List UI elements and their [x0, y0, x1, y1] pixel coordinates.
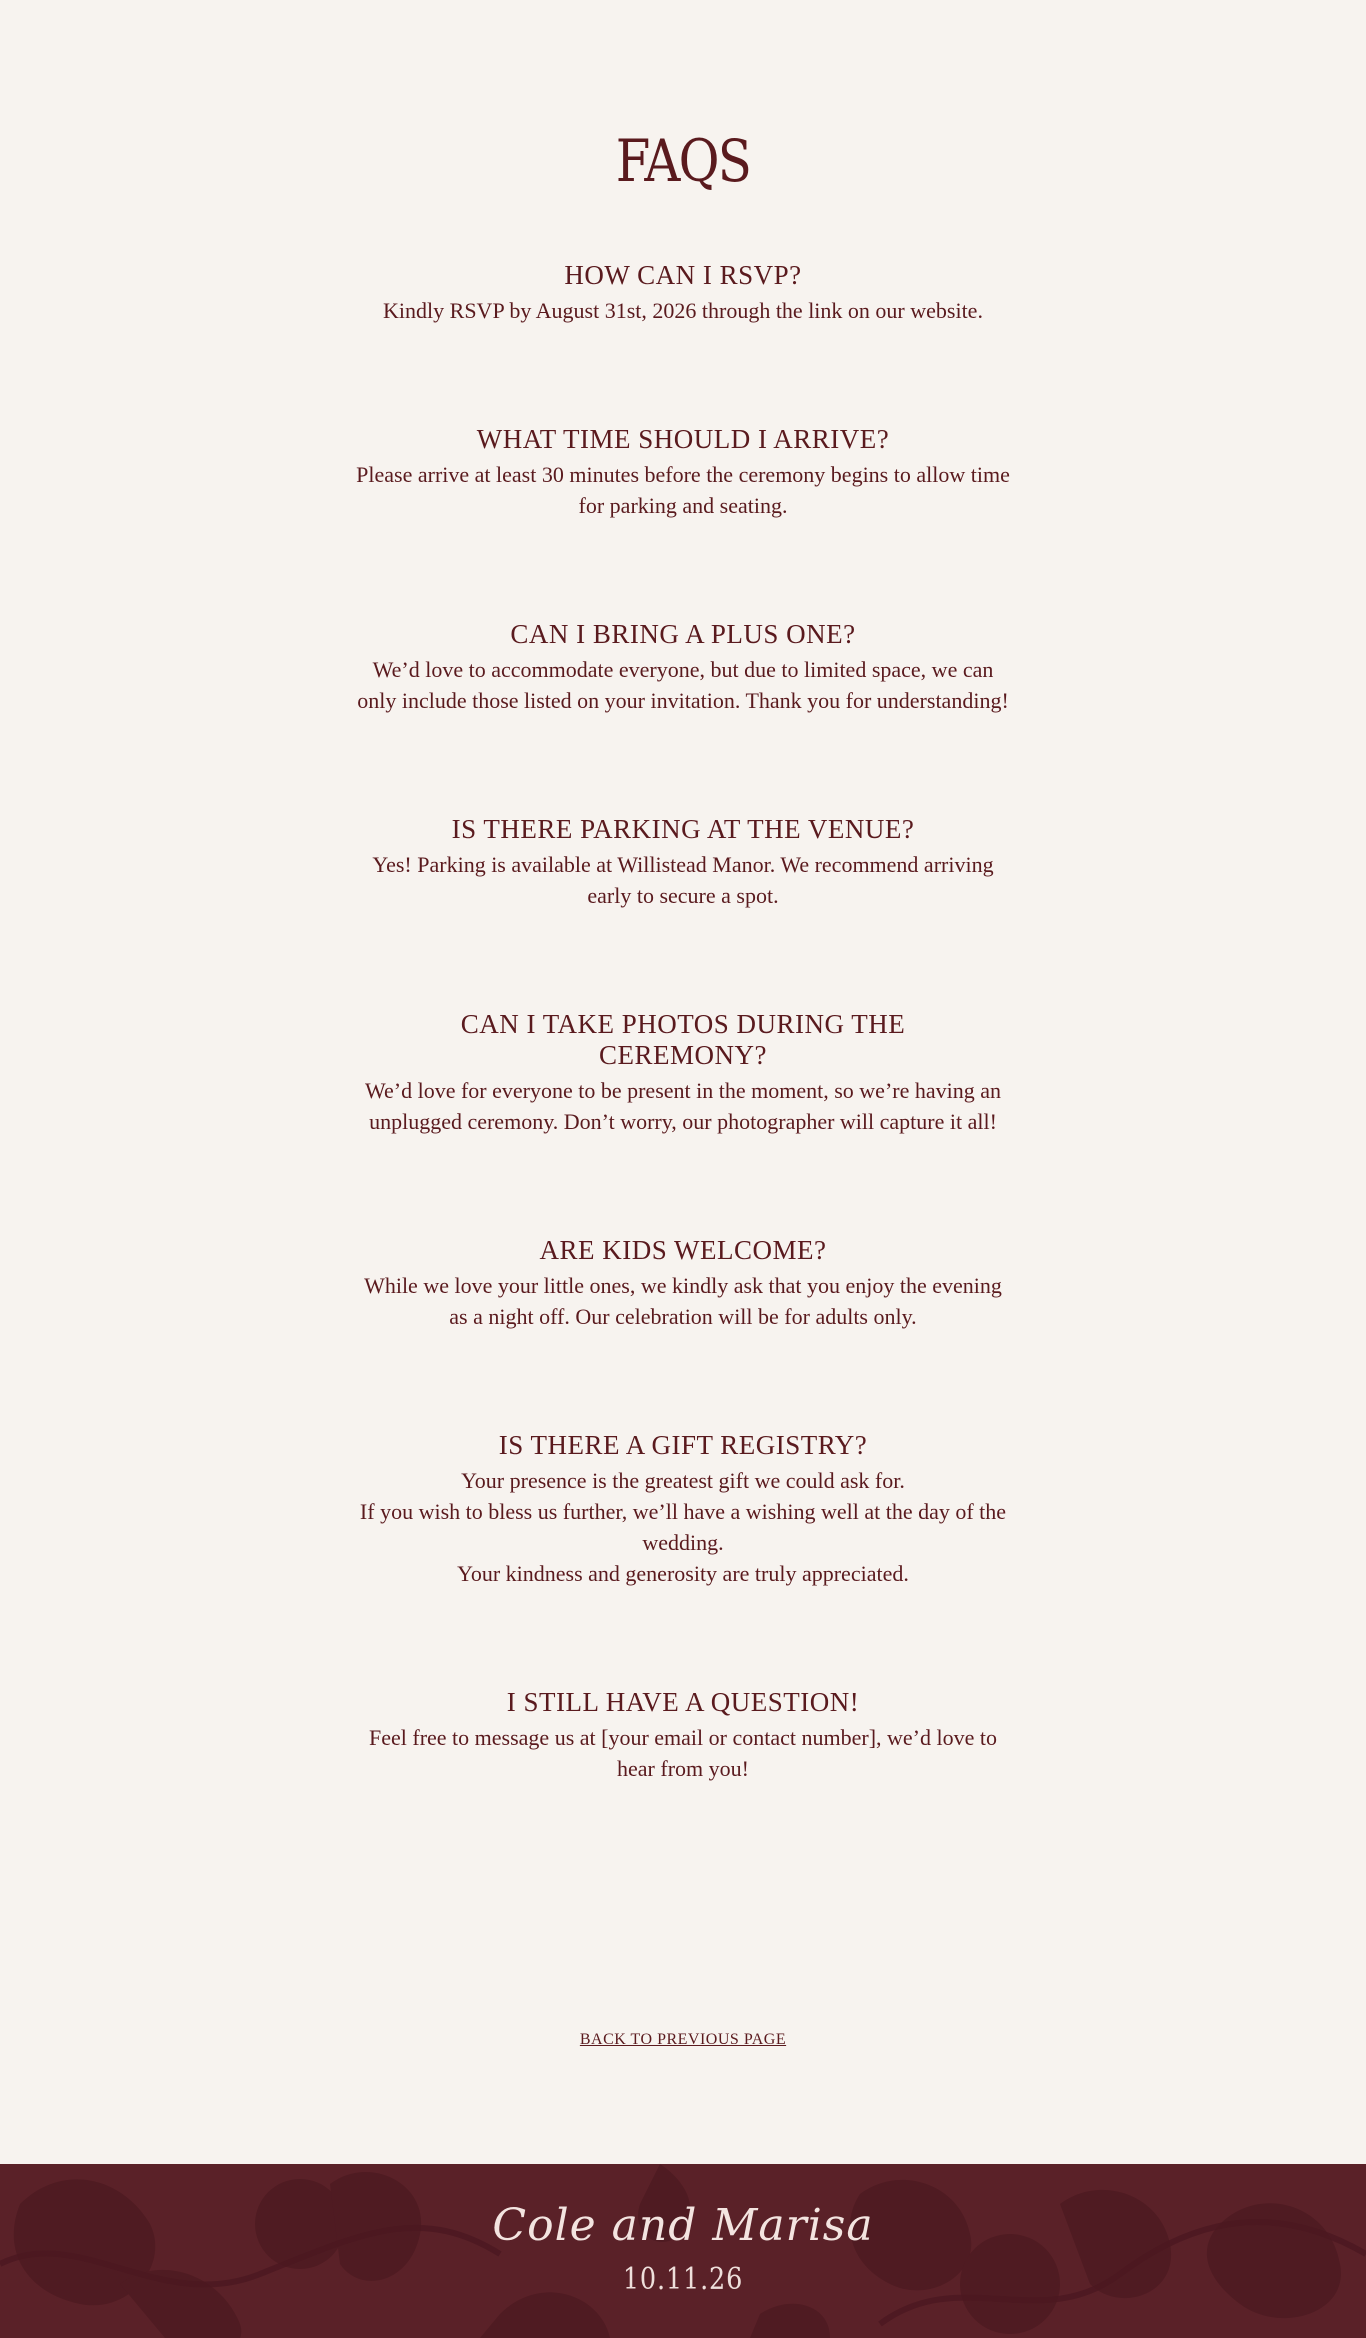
- faq-answer-line: Please arrive at least 30 minutes before the ceremony begins to allow time for parking and seating.: [356, 462, 1010, 518]
- faq-answer-line: While we love your little ones, we kindly ask that you enjoy the evening as a night off. Our celebration will be for adults only.: [364, 1273, 1002, 1329]
- faq-question: HOW CAN I RSVP?: [564, 260, 802, 290]
- back-to-previous-page-link[interactable]: BACK TO PREVIOUS PAGE: [579, 2031, 787, 2048]
- faq-answer-line: We’d love to accommodate everyone, but due to limited space, we can only include those listed on your invitation. Thank you for understanding!: [357, 657, 1009, 713]
- faq-item-question: [343, 1687, 1023, 1784]
- faq-answer: [343, 1270, 1023, 1332]
- wedding-date: 10.11.26: [622, 2262, 744, 2297]
- faq-answer: [343, 1722, 1023, 1784]
- faq-answer: [343, 654, 1023, 716]
- faq-question: IS THERE A GIFT REGISTRY?: [498, 1430, 868, 1460]
- faq-answer-line: Kindly RSVP by August 31st, 2026 through the link on our website.: [383, 298, 983, 323]
- faq-answer: [343, 1075, 1023, 1137]
- faq-answer-line: Feel free to message us at [your email or contact number], we’d love to hear from you!: [369, 1725, 997, 1781]
- faq-question: IS THERE PARKING AT THE VENUE?: [451, 814, 915, 844]
- faq-answer-line: Your presence is the greatest gift we could ask for.: [461, 1468, 905, 1493]
- faq-answer-line: If you wish to bless us further, we’ll have a wishing well at the day of the wedding.: [359, 1499, 1007, 1555]
- faq-answer: [343, 849, 1023, 911]
- faq-question: CAN I TAKE PHOTOS DURING THE CEREMONY?: [460, 1009, 906, 1070]
- faq-item-gift-registry: [343, 1430, 1023, 1589]
- faq-question: CAN I BRING A PLUS ONE?: [510, 619, 856, 649]
- damask-floral-pattern: [0, 2164, 1366, 2338]
- faq-answer: [343, 295, 1023, 326]
- faq-item-photos: [343, 1009, 1023, 1137]
- back-link-container: [0, 2031, 1366, 2049]
- faq-list: [343, 260, 1023, 1882]
- faq-item-plus-one: [343, 619, 1023, 716]
- faq-answer-line: Yes! Parking is available at Willistead Manor. We recommend arriving early to secure a spot.: [372, 852, 994, 908]
- couple-names: Cole and Marisa: [492, 2200, 874, 2251]
- faq-question: WHAT TIME SHOULD I ARRIVE?: [476, 424, 890, 454]
- faq-item-parking: [343, 814, 1023, 911]
- faq-item-rsvp: [343, 260, 1023, 326]
- faq-question: ARE KIDS WELCOME?: [539, 1235, 827, 1265]
- faq-item-kids: [343, 1235, 1023, 1332]
- footer: [0, 2164, 1366, 2338]
- faq-item-arrival-time: [343, 424, 1023, 521]
- faq-answer-line: We’d love for everyone to be present in the moment, so we’re having an unplugged ceremony. Don’t worry, our photographer will capture it all!: [364, 1078, 1001, 1134]
- faq-answer: [343, 1465, 1023, 1589]
- faq-answer: [343, 459, 1023, 521]
- faq-answer-line: Your kindness and generosity are truly appreciated.: [457, 1561, 909, 1586]
- page-title: FAQS: [615, 126, 751, 195]
- faq-question: I STILL HAVE A QUESTION!: [506, 1687, 860, 1717]
